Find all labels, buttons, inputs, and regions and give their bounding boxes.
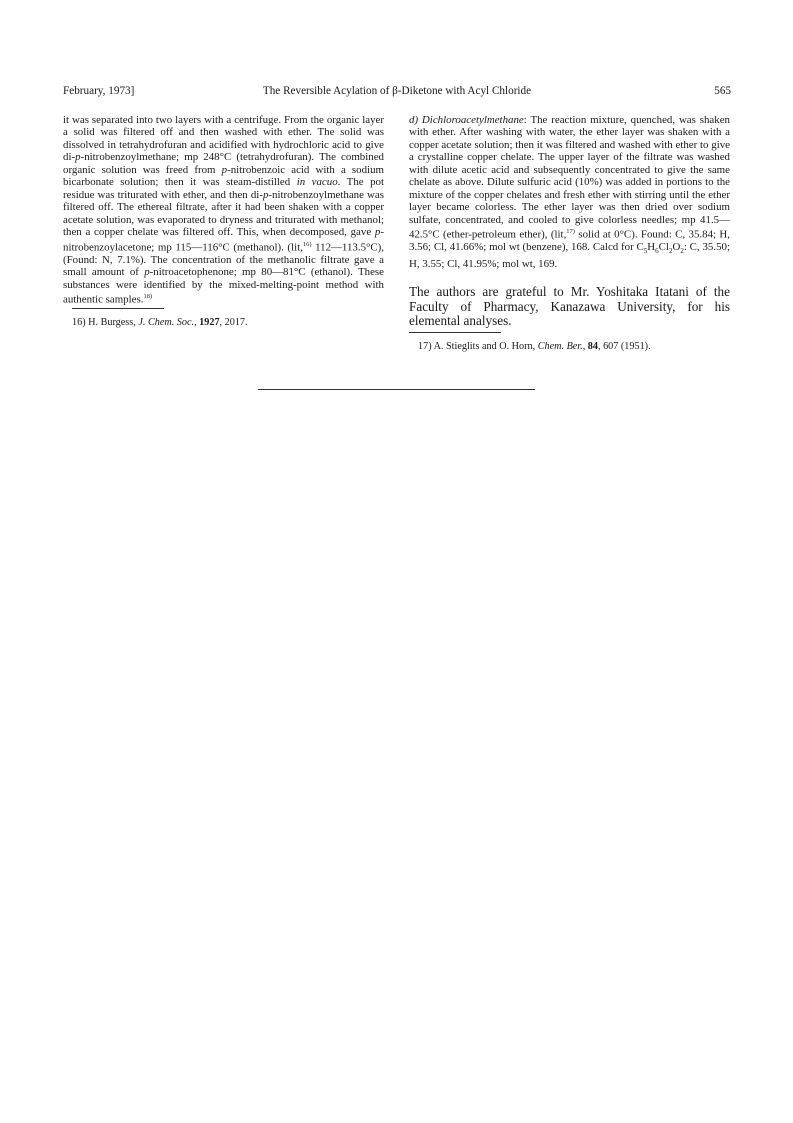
reference-16-marker: 16) xyxy=(302,240,312,248)
footnote-divider xyxy=(72,308,164,309)
footnote-16: 16) H. Burgess, J. Chem. Soc., 1927, 2017. xyxy=(72,317,248,329)
in-vacuo-term: in vacuo xyxy=(296,176,338,189)
acknowledgement: The authors are grateful to Mr. Yoshitaka Itatani of the Faculty of Pharmacy, Kanazawa University, for his elemental analyses. xyxy=(409,284,730,329)
right-column xyxy=(409,114,730,353)
left-column xyxy=(63,114,384,329)
end-of-article-rule xyxy=(258,389,535,390)
footnote-17: 17) A. Stieglits and O. Horn, Chem. Ber., 84, 607 (1951). xyxy=(418,340,651,352)
footnote-divider xyxy=(409,332,501,333)
dichloroacetylmethane-paragraph: d) Dichloroacetylmethane: The reaction mixture, quenched, was shaken with ether. After washing with water, the ether layer was shaken with a copper acetate solution; then it was filtered and washed with ether to give a crystalline copper chelate. The upper layer of the filtrate was washed with dilute acetic acid and subsequently concentrated to give the same chelate as above. Dilute sulfuric acid (10%) was added in portions to the mixture of the copper chelates and fresh ether with stirring until the ether layer became colorless. The ether layer was then dried over sodium sulfate, concentrated, and cooled to give colorless needles; mp 41.5—42.5°C (ether-petroleum ether), (lit,$^{17)}$ solid at 0°C). Found: C, 35.84; H, 3.56; Cl, 41.66%; mol wt (benzene), 168. Calcd for $C_5H_6Cl_2O_2$: C, 35.50; H, 3.55; Cl, 41.95%; mol wt, 169. xyxy=(409,114,730,270)
reference-17-marker: 17) xyxy=(566,228,575,236)
section-heading: d) Dichloroacetylmethane xyxy=(409,114,524,126)
experimental-paragraph: it was separated into two layers with a centrifuge. From the organic layer a solid was filtered off and then washed with ether. The solid was dissolved in tetrahydrofuran and acidified with hydrochloric acid to give di-p-nitrobenzoylmethane; mp 248°C (tetrahydrofuran). The combined organic solution was freed from p-nitrobenzoic acid with a sodium bicarbonate solution; then it was steam-distilled in vacuo. The pot residue was triturated with ether, and then di-p-nitrobenzoylmethane was filtered off. The ethereal filtrate, after it had been shaken with a copper acetate solution, was evaporated to dryness and triturated with methanol; then a copper chelate was filtered off. This, when decomposed, gave p-nitrobenzoylacetone; mp 115—116°C (methanol). (lit,$^{16)}$ 112—113.5°C), (Found: N, 7.1%). The concentration of the methanolic filtrate gave a small amount of p-nitroacetophenone; mp 80—81°C (ethanol). These substances were identified by the mixed-melting-point method with authentic samples.$^{18)}$ xyxy=(63,114,384,306)
page-number: 565 xyxy=(714,85,731,97)
reference-18-marker: 18) xyxy=(143,292,153,300)
article-title: The Reversible Acylation of β-Diketone with Acyl Chloride xyxy=(262,85,532,97)
issue-date: February, 1973] xyxy=(63,85,135,97)
running-head xyxy=(63,83,731,99)
